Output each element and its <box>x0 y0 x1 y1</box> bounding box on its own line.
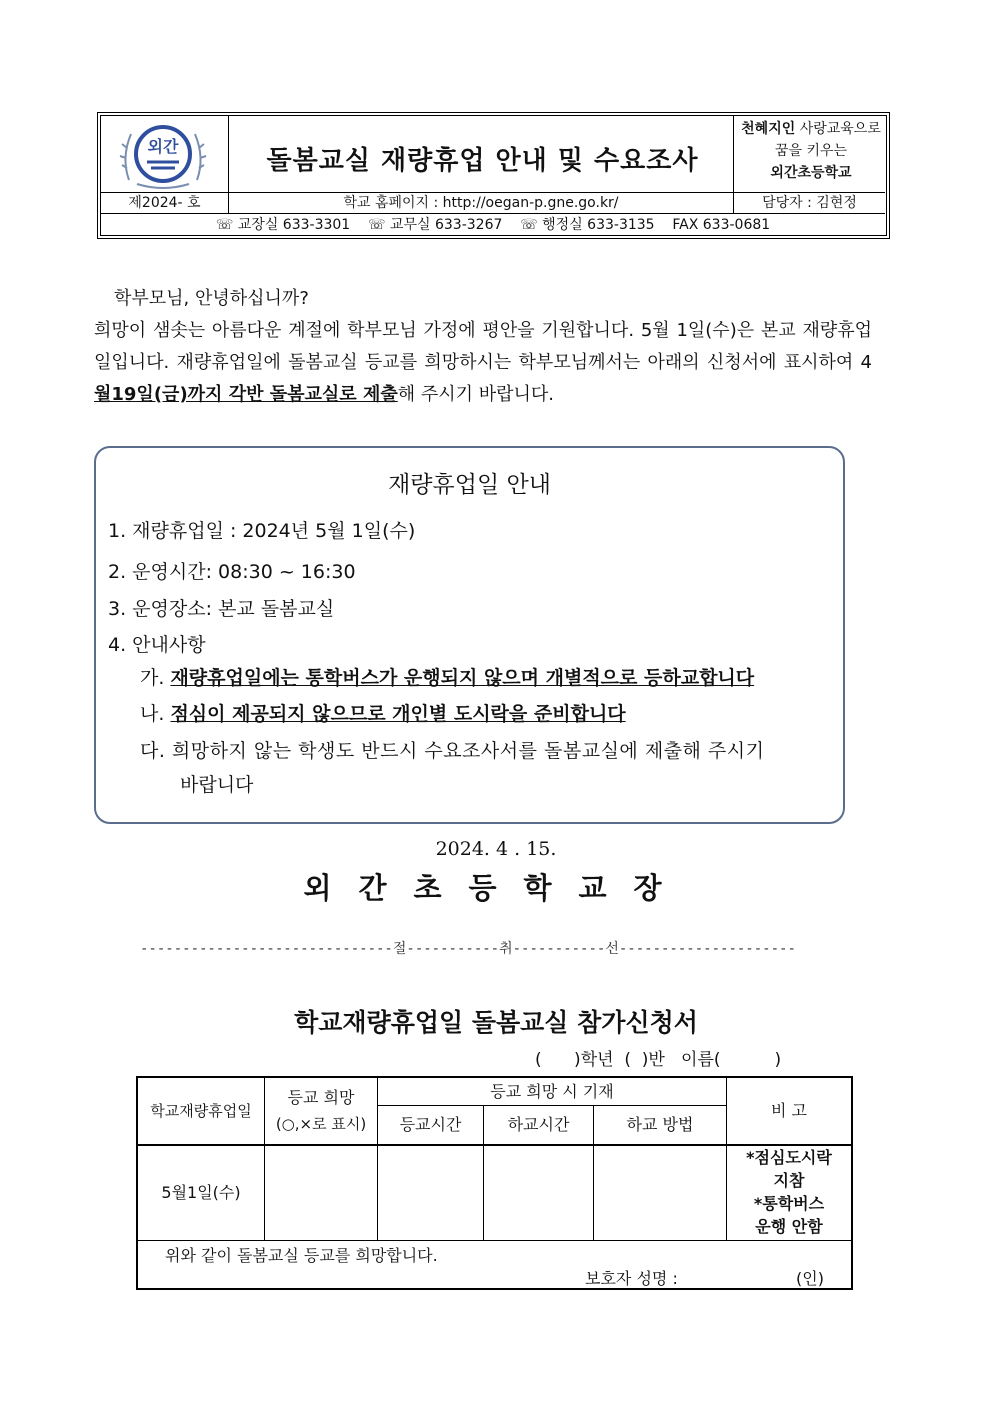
notice-box <box>94 446 845 824</box>
sub-prefix: 가. <box>140 667 171 689</box>
principal-signature: 외간초등학교장 <box>303 871 689 905</box>
student-info-line: ( )학년 ( )반 이름( ) <box>535 1050 782 1070</box>
input-departure-time[interactable] <box>484 1147 593 1239</box>
document-number: 제2024- 호 <box>128 195 201 211</box>
document-title: 돌봄교실 재량휴업 안내 및 수요조사 <box>266 146 699 176</box>
greeting: 학부모님, 안녕하십니까? <box>114 288 309 309</box>
header-note: 비 고 <box>771 1101 807 1120</box>
table-line <box>378 1105 726 1106</box>
row-note <box>727 1146 851 1238</box>
deadline-emphasis: 월19일(금)까지 각반 돌봄교실로 제출 <box>94 384 398 405</box>
notice-title: 재량휴업일 안내 <box>388 472 551 498</box>
header-day: 학교재량휴업일 <box>150 1102 252 1120</box>
input-arrival-time[interactable] <box>378 1147 483 1239</box>
notice-sub-bus <box>140 663 754 690</box>
intro-text <box>94 283 872 411</box>
sub-lunch-text: 점심이 제공되지 않으므로 개인별 도시락을 준비합니다 <box>170 703 626 725</box>
notice-item-hours: 2. 운영시간: 08:30 ~ 16:30 <box>108 561 356 583</box>
notice-sub-submit: 다. 희망하지 않는 학생도 반드시 수요조사서를 돌봄교실에 제출해 주시기 <box>140 740 765 762</box>
note-bus: *통학버스 <box>753 1194 825 1213</box>
motto-line2: 꿈을 키우는 <box>774 143 848 159</box>
sub-prefix: 나. <box>140 703 171 725</box>
confirm-text: 위와 같이 돌봄교실 등교를 희망합니다. <box>165 1246 438 1265</box>
notice-item-date: 1. 재량휴업일 : 2024년 5월 1일(수) <box>108 520 416 542</box>
note-lunch-2: 지참 <box>773 1171 805 1190</box>
motto-bold: 천혜지인 <box>741 121 796 137</box>
cut-line: ------------------------------절-----------취-----------선--------------------- <box>140 941 796 957</box>
school-name: 외간초등학교 <box>770 165 852 181</box>
school-motto <box>735 118 887 184</box>
notice-item-info: 4. 안내사항 <box>108 634 206 656</box>
intro-body-end: 해 주시기 바랍니다. <box>397 384 555 405</box>
intro-body-text: 희망이 샘솟는 아름다운 계절에 학부모님 가정에 평안을 기원합니다. 5월 1일(수)은 본교 재량휴업일입니다. 재량휴업일에 돌봄교실 등교를 희망하시는 학부모님께서는 아래의 신청서에 표시하여 4 <box>94 320 872 373</box>
header-group: 등교 희망 시 기재 <box>490 1082 614 1101</box>
notice-item-place: 3. 운영장소: 본교 돌봄교실 <box>108 598 335 620</box>
logo-text: 외간 <box>147 137 179 156</box>
document-date: 2024. 4 . 15. <box>435 838 557 860</box>
note-lunch: *점심도시락 <box>746 1148 832 1167</box>
form-title: 학교재량휴업일 돌봄교실 참가신청서 <box>294 1008 698 1037</box>
contact-numbers: ☏ 교장실 633-3301 ☏ 교무실 633-3267 ☏ 행정실 633-3135 FAX 633-0681 <box>215 217 771 233</box>
notice-sub-lunch <box>140 699 626 726</box>
header-departure: 하교시간 <box>507 1115 570 1134</box>
note-bus-2: 운행 안함 <box>755 1217 823 1236</box>
guardian-label: 보호자 성명 : <box>585 1269 678 1288</box>
header-hope-mark: (○,×로 표시) <box>275 1115 367 1133</box>
input-departure-method[interactable] <box>594 1147 726 1239</box>
school-logo <box>117 118 209 192</box>
motto-rest: 사랑교육으로 <box>795 121 881 137</box>
row-day: 5월1일(수) <box>161 1183 241 1202</box>
input-hope[interactable] <box>265 1147 377 1239</box>
header-arrival: 등교시간 <box>399 1115 462 1134</box>
intro-body <box>94 315 872 411</box>
sub-bus-text: 재량휴업일에는 통학버스가 운행되지 않으며 개별적으로 등하교합니다 <box>170 667 755 689</box>
seal-mark: (인) <box>796 1269 824 1288</box>
guardian-name-field[interactable] <box>700 1268 790 1288</box>
header-hope: 등교 희망 <box>287 1088 355 1107</box>
notice-sub-submit-end: 바랍니다 <box>180 774 254 796</box>
header-divider <box>101 213 885 214</box>
school-homepage: 학교 홈페이지 : http://oegan-p.gne.go.kr/ <box>343 195 619 211</box>
header-method: 하교 방법 <box>626 1115 694 1134</box>
contact-person: 담당자 : 김현정 <box>762 195 857 211</box>
table-line <box>138 1240 851 1241</box>
